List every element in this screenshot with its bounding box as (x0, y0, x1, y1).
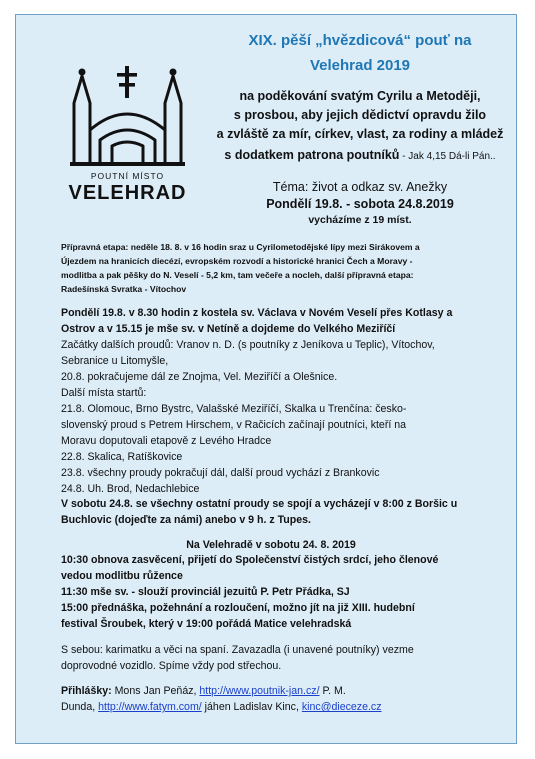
logo-caption-main: VELEHRAD (68, 182, 187, 204)
route-line: 23.8. všechny proudy pokračují dál, další proud vychází z Brankovic (61, 467, 380, 479)
dedication-line-2: s prosbou, aby jejich dědictví opravdu žilo (233, 108, 487, 122)
signup-text: jáhen Ladislav Kinc, (201, 701, 302, 713)
route-line: Další místa startů: (61, 387, 147, 399)
route-line: Sebranice u Litomyšle, (61, 355, 169, 367)
theme-line: Téma: život a odkaz sv. Anežky (272, 180, 448, 194)
signup-text: Dunda, (61, 701, 99, 713)
velehrad-logo (60, 58, 195, 218)
route-line: slovenský proud s Petrem Hirschem, v Račicích začínají poutníci, kteří na (61, 419, 407, 431)
route-line: 21.8. Olomouc, Brno Bystrc, Valašské Meziříčí, Skalka u Trenčína: česko- (61, 403, 407, 415)
velehrad-line: 15:00 přednáška, požehnání a rozloučení, možno jít na již XIII. hudební (61, 602, 415, 614)
dates-line: Pondělí 19.8. - sobota 24.8.2019 (266, 197, 454, 211)
prep-line-1: Přípravná etapa: neděle 18. 8. v 16 hodin sraz u Cyrilometodějské lípy mezi Sirákovem a (61, 242, 420, 252)
route-line: 20.8. pokračujeme dál ze Znojma, Vel. Meziříčí a Olešnice. (61, 371, 338, 383)
signup-text: P. M. (319, 685, 346, 697)
bring-line-1: S sebou: karimatku a věci na spaní. Zavazadla (i unavené poutníky) vezme (61, 644, 414, 656)
velehrad-line: festival Šroubek, který v 19:00 pořádá Matice velehradská (61, 618, 352, 630)
prep-line-2: Újezdem na hranicích diecézí, evropském rozvodí a historické hranici Čech a Moravy - (61, 256, 413, 266)
route-line: Moravu doputovali etapově z Levého Hradce (61, 435, 272, 447)
title-line-2: Velehrad 2019 (309, 57, 411, 74)
patron-line (205, 146, 515, 164)
velehrad-basilica-towers-icon (60, 58, 195, 170)
velehrad-line: 11:30 mše sv. - slouží provinciál jezuitů P. Petr Přádka, SJ (61, 586, 350, 598)
signup-line-2 (61, 700, 382, 716)
patron-text: s dodatkem patrona poutníků (224, 148, 400, 162)
patron-quote: - Jak 4,15 Dá-li Pán.. (399, 151, 496, 162)
prep-line-4: Radešínská Svratka - Vítochov (61, 284, 187, 294)
velehrad-line: 10:30 obnova zasvěcení, přijetí do Společenství čistých srdcí, jeho členové (61, 554, 439, 566)
route-line: 24.8. Uh. Brod, Nedachlebice (61, 483, 200, 495)
title-line-1: XIX. pěší „hvězdicová“ pouť na (248, 32, 472, 49)
route-line: Buchlovic (dojeďte za námi) anebo v 9 h. z Tupes. (61, 514, 311, 526)
signup-label: Přihlášky: (61, 685, 112, 697)
dedication-line-3: a zvláště za mír, církev, vlast, za rodiny a mládež (216, 127, 504, 141)
dedication-line-1: na poděkování svatým Cyrilu a Metoději, (239, 89, 481, 103)
route-line: Začátky dalších proudů: Vranov n. D. (s poutníky z Jeníkova u Teplic), Vítochov, (61, 339, 435, 351)
route-line: Ostrov a v 15.15 je mše sv. v Netíně a dojdeme do Velkého Meziříčí (61, 323, 396, 335)
velehrad-heading: Na Velehradě v sobotu 24. 8. 2019 (186, 539, 356, 551)
signup-text: Mons Jan Peňáz, (111, 685, 200, 697)
logo-caption-top: POUTNÍ MÍSTO (90, 171, 165, 181)
velehrad-line: vedou modlitbu růžence (61, 570, 183, 582)
poutnik-jan-link[interactable]: http://www.poutnik-jan.cz/ (199, 685, 320, 697)
prep-line-3: modlitba a pak pěšky do N. Veselí - 5,2 km, tam večeře a nocleh, další přípravná etapa: (61, 270, 414, 280)
route-line: V sobotu 24.8. se všechny ostatní proudy se spojí a vycházejí v 8:00 z Boršic u (61, 498, 458, 510)
route-line: 22.8. Skalica, Ratíškovice (61, 451, 183, 463)
fatym-link[interactable]: http://www.fatym.com/ (98, 701, 202, 713)
bring-line-2: doprovodné vozidlo. Spíme vždy pod střechou. (61, 660, 282, 672)
signup-line-1 (61, 684, 346, 700)
route-line: Pondělí 19.8. v 8.30 hodin z kostela sv. Václava v Novém Veselí přes Kotlasy a (61, 307, 453, 319)
email-link[interactable]: kinc@dieceze.cz (301, 701, 382, 713)
start-places-line: vycházíme z 19 míst. (308, 214, 412, 226)
